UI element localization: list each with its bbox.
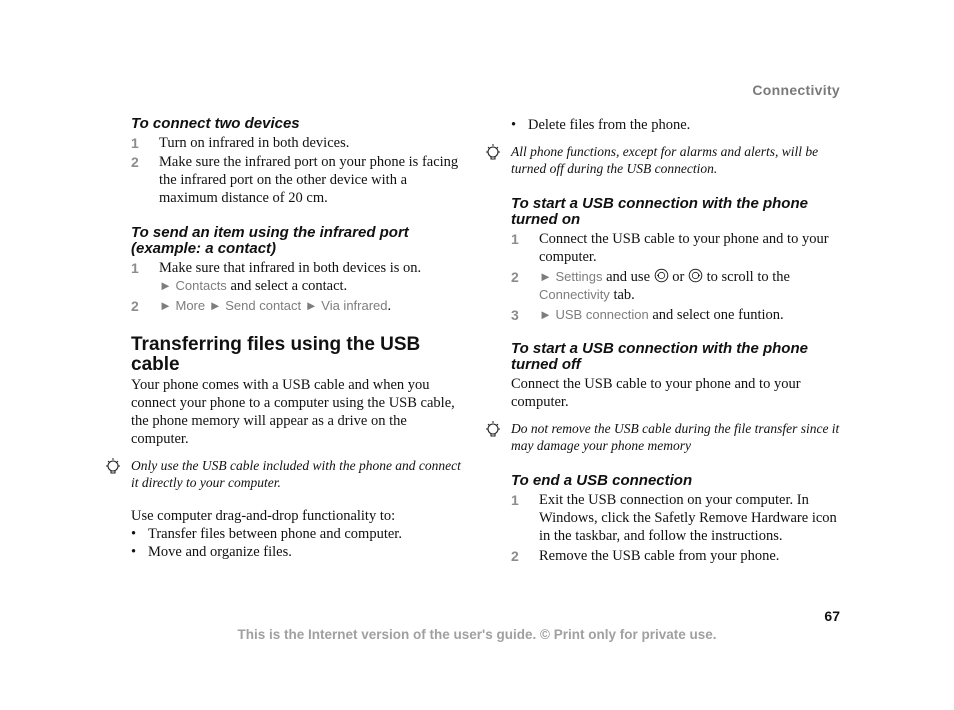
- menu-path-via-infrared: Via infrared: [321, 298, 388, 313]
- step-text: Exit the USB connection on your computer. In Windows, click the Safetly Remove Hardware icon in the taskbar, and follow the instructions.: [539, 492, 837, 544]
- arrow-icon: ►: [159, 298, 172, 313]
- right-column: [511, 116, 841, 565]
- step-text: Turn on infrared in both devices.: [159, 135, 350, 151]
- step-text: to scroll to the: [706, 269, 790, 285]
- page-number: 67: [824, 608, 840, 624]
- step-end: .: [387, 298, 392, 314]
- arrow-icon: ►: [159, 278, 172, 293]
- step-number: 2: [511, 269, 519, 285]
- heading-transferring-files: Transferring files using the USB cable: [131, 334, 421, 375]
- heading-usb-phone-off: To start a USB connection with the phone turned off: [511, 340, 808, 373]
- list-item: [131, 543, 461, 561]
- step-number: 1: [511, 231, 519, 247]
- tip-text: Do not remove the USB cable during the file transfer since it may damage your phone memory: [511, 421, 840, 453]
- tip-box: [131, 457, 461, 491]
- tip-box: [511, 420, 841, 454]
- step-item: [511, 491, 841, 545]
- step-text: Remove the USB cable from your phone.: [539, 548, 780, 564]
- step-item: [511, 306, 841, 324]
- list-item: [131, 525, 461, 543]
- list-item-text: Delete files from the phone.: [528, 117, 691, 133]
- menu-path-connectivity: Connectivity: [539, 287, 610, 302]
- tip-text: All phone functions, except for alarms and alerts, will be turned off during the USB connection.: [511, 144, 819, 176]
- step-text: tab.: [613, 287, 635, 303]
- step-item: [511, 268, 841, 304]
- arrow-icon: ►: [539, 307, 552, 322]
- bullet-icon: •: [511, 117, 517, 133]
- step-text: Make sure the infrared port on your phone is facing the infrared port on the other device with a maximum distance of 20 cm.: [159, 154, 459, 206]
- step-number: 3: [511, 307, 519, 323]
- arrow-icon: ►: [304, 298, 318, 313]
- step-text: and select a contact.: [230, 278, 348, 294]
- step-text: or: [672, 269, 685, 285]
- tip-box: [511, 143, 841, 177]
- step-item: [511, 230, 841, 266]
- step-number: 2: [511, 548, 519, 564]
- step-text: Make sure that infrared in both devices is on.: [159, 260, 422, 276]
- lightbulb-icon: [484, 142, 502, 162]
- step-item: [131, 259, 461, 295]
- arrow-icon: ►: [539, 269, 552, 284]
- menu-path-more: More: [175, 298, 206, 313]
- heading-usb-phone-on: To start a USB connection with the phone turned on: [511, 195, 808, 228]
- footer-notice: This is the Internet version of the user's guide. © Print only for private use.: [237, 627, 717, 642]
- list-item-text: Move and organize files.: [148, 544, 292, 560]
- heading-end-usb: To end a USB connection: [511, 472, 693, 489]
- step-text: and select one funtion.: [652, 307, 784, 323]
- bullet-icon: •: [131, 526, 137, 542]
- step-item: [511, 547, 841, 565]
- step-item: [131, 297, 461, 315]
- nav-left-icon: [654, 268, 669, 283]
- transfer-body: Your phone comes with a USB cable and when you connect your phone to a computer using the USB cable, the phone memory will appear as a drive on the computer.: [131, 377, 455, 447]
- arrow-icon: ►: [208, 298, 222, 313]
- left-column: [131, 116, 461, 561]
- step-text: and use: [606, 269, 650, 285]
- heading-connect-two-devices: To connect two devices: [131, 115, 300, 132]
- list-item: [511, 116, 841, 134]
- step-number: 2: [131, 298, 139, 314]
- transfer-intro: Use computer drag-and-drop functionality to:: [131, 508, 396, 524]
- step-number: 1: [131, 135, 139, 151]
- step-number: 1: [131, 260, 139, 276]
- lightbulb-icon: [484, 419, 502, 439]
- bullet-icon: •: [131, 544, 137, 560]
- step-item: [131, 134, 461, 152]
- menu-path-usb-connection: USB connection: [555, 307, 649, 322]
- tip-text: Only use the USB cable included with the phone and connect it directly to your computer.: [131, 458, 461, 490]
- nav-right-icon: [688, 268, 703, 283]
- heading-send-item: To send an item using the infrared port (example: a contact): [131, 224, 409, 257]
- menu-path-contacts: Contacts: [175, 278, 227, 293]
- section-header: Connectivity: [752, 82, 840, 98]
- usb-off-body: Connect the USB cable to your phone and to your computer.: [511, 376, 801, 410]
- step-item: [131, 153, 461, 207]
- lightbulb-icon: [104, 456, 122, 476]
- step-number: 2: [131, 154, 139, 170]
- list-item-text: Transfer files between phone and computer.: [148, 526, 402, 542]
- menu-path-send-contact: Send contact: [225, 298, 302, 313]
- step-text: Connect the USB cable to your phone and to your computer.: [539, 231, 829, 265]
- menu-path-settings: Settings: [555, 269, 603, 284]
- step-number: 1: [511, 492, 519, 508]
